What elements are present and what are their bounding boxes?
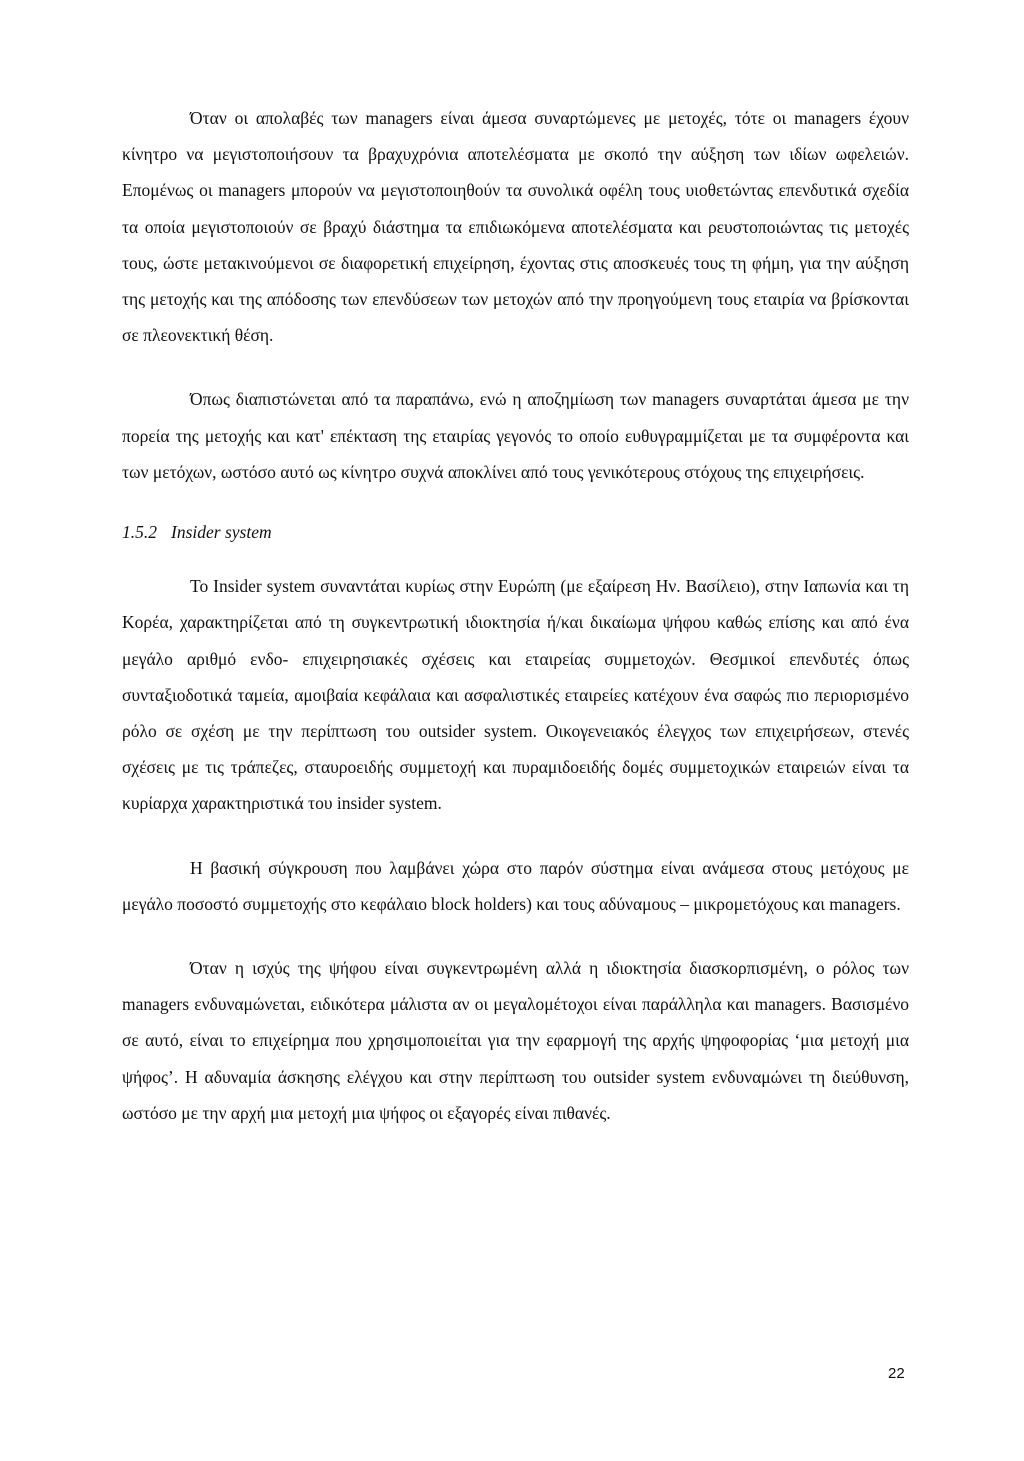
section-title: Insider system <box>171 522 272 543</box>
paragraph-insider-system: Το Insider system συναντάται κυρίως στην Ευρώπη (με εξαίρεση Ην. Βασίλειο), στην Ιαπωνία και τη Κορέα, χαρακτηρίζεται από τη συγκεντρωτική ιδιοκτησία ή/και δικαίωμα ψήφου καθώς επίσης και από ένα μεγάλο αριθμό ενδο- επιχειρησιακές σχέσεις και εταιρείας συμμετοχών. Θεσμικοί επενδυτές όπως συνταξιοδοτικά ταμεία, αμοιβαία κεφάλαια και ασφαλιστικές εταιρείες κατέχουν ένα σαφώς πιο περιορισμένο ρόλο σε σχέση με την περίπτωση του outsider system. Οικογενειακός έλεγχος των επιχειρήσεων, στενές σχέσεις με τις τράπεζες, σταυροειδής συμμετοχή και πυραμιδοειδής δομές συμμετοχικών εταιρειών είναι τα κυρίαρχα χαρακτηριστικά του insider system. <box>122 576 909 814</box>
section-number: 1.5.2 <box>122 522 157 543</box>
section-heading <box>122 514 909 550</box>
paragraph-managers-incentives: Όταν οι απολαβές των managers είναι άμεσα συναρτώμενες με μετοχές, τότε οι managers έχουν κίνητρο να μεγιστοποιήσουν τα βραχυχρόνια αποτελέσματα με σκοπό την αύξηση των ιδίων ωφελειών. Επομένως οι managers μπορούν να μεγιστοποιηθούν τα συνολικά οφέλη τους υιοθετώντας επενδυτικά σχεδία τα οποία μεγιστοποιούν σε βραχύ διάστημα τα επιδιωκόμενα αποτελέσματα και ρευστοποιώντας τις μετοχές τους, ώστε μετακινούμενοι σε διαφορετική επιχείρηση, έχοντας στις αποσκευές τους τη φήμη, για την αύξηση της μετοχής και της απόδοσης των επενδύσεων των μετοχών από την προηγούμενη τους εταιρία να βρίσκονται σε πλεονεκτική θέση. <box>122 108 909 346</box>
paragraph-compensation-alignment: Όπως διαπιστώνεται από τα παραπάνω, ενώ η αποζημίωση των managers συναρτάται άμεσα με την πορεία της μετοχής και κατ' επέκταση της εταιρίας γεγονός το οποίο ευθυγραμμίζεται με τα συμφέροντα και των μετόχων, ωστόσο αυτό ως κίνητρο συχνά αποκλίνει από τους γενικότερους στόχους της επιχειρήσεις. <box>122 389 909 482</box>
paragraph-voting-power: Όταν η ισχύς της ψήφου είναι συγκεντρωμένη αλλά η ιδιοκτησία διασκορπισμένη, ο ρόλος των managers ενδυναμώνεται, ειδικότερα μάλιστα αν οι μεγαλομέτοχοι είναι παράλληλα και managers. Βασισμένο σε αυτό, είναι το επιχείρημα που χρησιμοποιείται για την εφαρμογή της αρχής ψηφοφορίας ‘μια μετοχή μια ψήφος’. Η αδυναμία άσκησης ελέγχου και στην περίπτωση του outsider system ενδυναμώνει τη διεύθυνση, ωστόσο με την αρχή μια μετοχή μια ψήφος οι εξαγορές είναι πιθανές. <box>122 958 909 1123</box>
paragraph-basic-conflict: Η βασική σύγκρουση που λαμβάνει χώρα στο παρόν σύστημα είναι ανάμεσα στους μετόχους με μεγάλο ποσοστό συμμετοχής στο κεφάλαιο block holders) και τους αδύναμους – μικρομετόχους και managers. <box>122 857 909 914</box>
page-number: 22 <box>888 1365 905 1382</box>
